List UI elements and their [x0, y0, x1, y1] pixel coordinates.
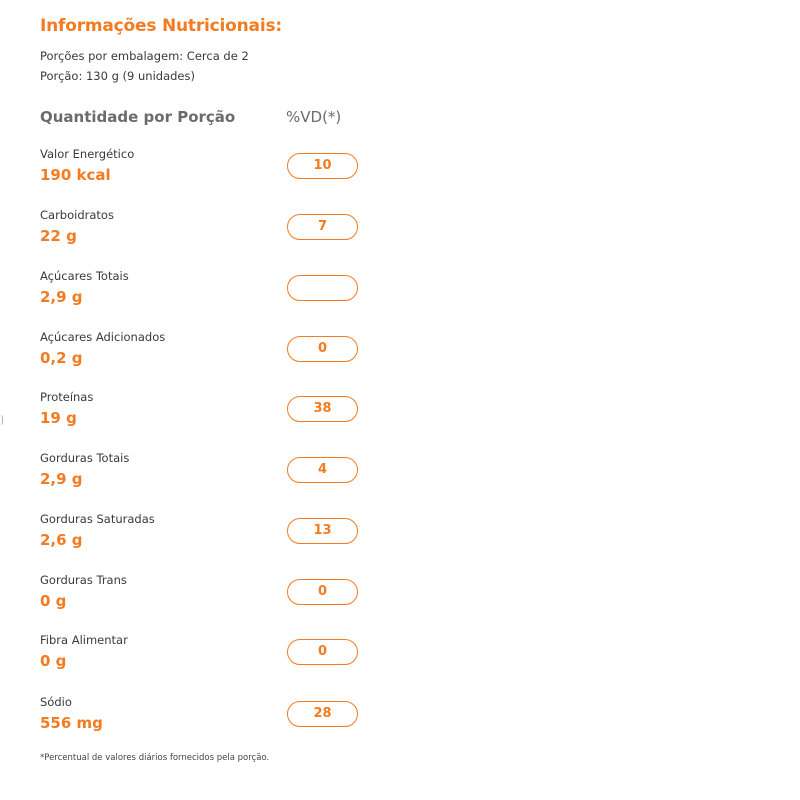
daily-value-header: %VD(*)	[286, 108, 342, 126]
nutrient-row-carbohydrates	[40, 208, 400, 260]
nutrient-row-added-sugars	[40, 330, 400, 382]
nutrient-row-total-fat	[40, 451, 400, 503]
serving-size: Porção: 130 g (9 unidades)	[40, 69, 195, 83]
nutrient-name: Valor Energético	[40, 147, 135, 161]
nutrient-row-total-sugars	[40, 269, 400, 321]
nutrient-amount: 0 g	[40, 652, 67, 670]
nutrition-facts-panel	[40, 0, 740, 800]
nutrient-row-saturated-fat	[40, 512, 400, 564]
quantity-header: Quantidade por Porção	[40, 108, 236, 126]
nutrient-amount: 0 g	[40, 592, 67, 610]
daily-value-badge: 10	[287, 153, 358, 179]
daily-value-badge: 28	[287, 701, 358, 727]
nutrient-name: Sódio	[40, 695, 72, 709]
daily-value-badge: 7	[287, 214, 358, 240]
daily-value-badge: 4	[287, 457, 358, 483]
edge-bracket-icon	[0, 415, 3, 425]
daily-value-badge: 38	[287, 396, 358, 422]
nutrient-name: Açúcares Adicionados	[40, 330, 166, 344]
nutrient-amount: 556 mg	[40, 714, 103, 732]
nutrient-row-dietary-fiber	[40, 633, 400, 685]
nutrient-amount: 2,6 g	[40, 531, 83, 549]
nutrition-title: Informações Nutricionais:	[40, 16, 282, 36]
nutrient-amount: 0,2 g	[40, 349, 83, 367]
nutrient-row-proteins	[40, 390, 400, 442]
daily-value-badge: 13	[287, 518, 358, 544]
nutrient-amount: 19 g	[40, 409, 77, 427]
nutrient-row-trans-fat	[40, 573, 400, 625]
daily-value-badge: 0	[287, 579, 358, 605]
nutrient-amount: 2,9 g	[40, 288, 83, 306]
daily-value-badge: 0	[287, 336, 358, 362]
nutrient-row-energy	[40, 147, 400, 199]
daily-value-badge: 0	[287, 639, 358, 665]
nutrient-name: Gorduras Saturadas	[40, 512, 155, 526]
nutrient-amount: 2,9 g	[40, 470, 83, 488]
daily-value-badge	[287, 275, 358, 301]
servings-per-package: Porções por embalagem: Cerca de 2	[40, 49, 249, 63]
nutrient-name: Açúcares Totais	[40, 269, 129, 283]
nutrient-name: Fibra Alimentar	[40, 633, 128, 647]
nutrient-name: Carboidratos	[40, 208, 114, 222]
nutrient-name: Gorduras Trans	[40, 573, 127, 587]
nutrient-amount: 190 kcal	[40, 166, 111, 184]
nutrient-name: Proteínas	[40, 390, 94, 404]
nutrient-name: Gorduras Totais	[40, 451, 130, 465]
nutrient-amount: 22 g	[40, 227, 77, 245]
footnote: *Percentual de valores diários fornecidos pela porção.	[40, 753, 270, 763]
nutrient-row-sodium	[40, 695, 400, 747]
